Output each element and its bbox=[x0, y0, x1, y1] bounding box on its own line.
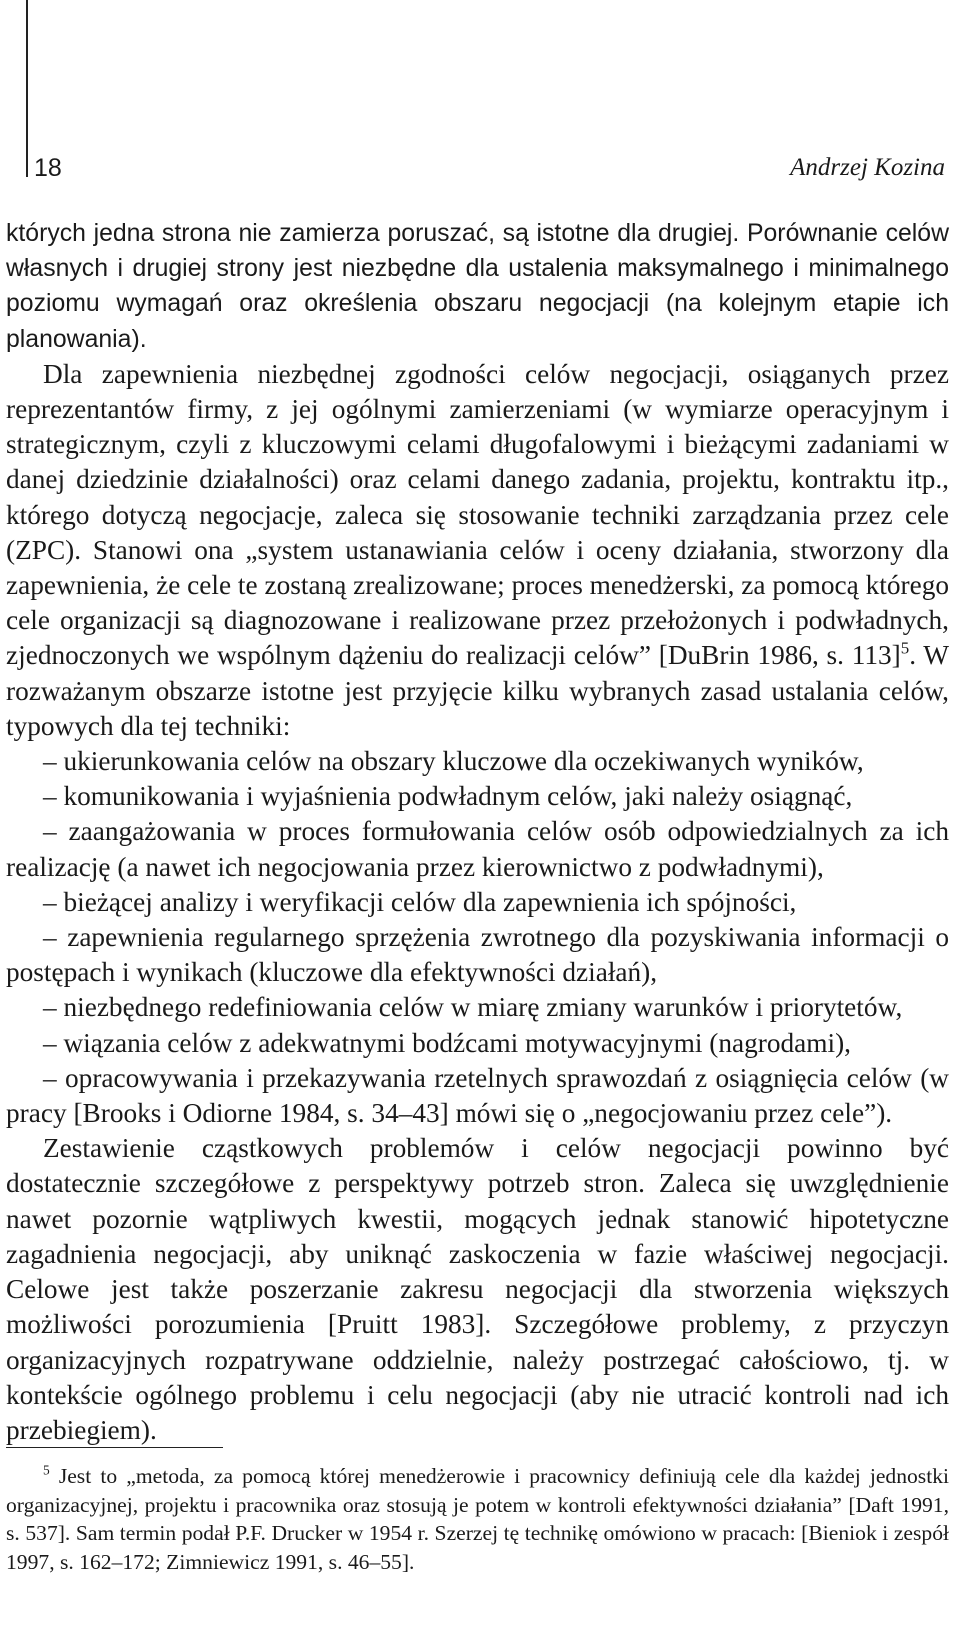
list-item: – wiązania celów z adekwatnymi bodźcami motywacyjnymi (nagrodami), bbox=[43, 1027, 852, 1058]
running-head-author: Andrzej Kozina bbox=[790, 154, 945, 181]
list-item: – ukierunkowania celów na obszary kluczowe dla oczekiwanych wyników, bbox=[43, 746, 864, 777]
footnote bbox=[6, 1462, 949, 1576]
paragraph-2-text-cont: . W rozważanym obszarze istotne jest przyjęcie kilku wybranych zasad ustalania celów, typowych dla tej techniki: bbox=[6, 640, 949, 741]
list-item: – niezbędnego redefiniowania celów w miarę zmiany warunków i priorytetów, bbox=[43, 992, 903, 1023]
paragraph-2-text: Dla zapewnienia niezbędnej zgodności celów negocjacji, osiąganych przez reprezentantów firmy, z jej ogólnymi zamierzeniami (w wymiarze operacyjnym i strategicznym, czyli z kluczowymi celami długofalowymi i bieżącymi zadaniami w danej dziedzinie działalności) oraz celami danego zadania, projektu, kontraktu itp., którego dotyczą negocjacje, zaleca się stosowanie techniki zarządzania przez cele (ZPC). Stanowi ona „system ustanawiania celów i oceny działania, stworzony dla zapewnienia, że cele te zostaną zrealizowane; proces menedżerski, za pomocą którego cele organizacji są diagnozowane i realizowane przez przełożonych i podwładnych, zjednoczonych we wspólnym dążeniu do realizacji celów” [DuBrin 1986, s. 113] bbox=[6, 358, 949, 671]
paragraph-2 bbox=[6, 357, 949, 744]
list-item: – komunikowania i wyjaśnienia podwładnym celów, jaki należy osiągnąć, bbox=[43, 781, 853, 812]
paragraph-1: których jedna strona nie zamierza poruszać, są istotne dla drugiej. Porównanie celów własnych i drugiej strony jest niezbędne dla ustalenia maksymalnego i minimalnego poziomu wymagań oraz określenia obszaru negocjacji (na kolejnym etapie ich planowania). bbox=[6, 220, 949, 353]
list-item: – zapewnienia regularnego sprzężenia zwrotnego dla pozyskiwania informacji o postępach i wynikach (kluczowe dla efektywności działań), bbox=[6, 922, 949, 988]
list-item: – opracowywania i przekazywania rzetelnych sprawozdań z osiągnięcia celów (w pracy [Brooks i Odiorne 1984, s. 34–43] mówi się o „negocjowaniu przez cele”). bbox=[6, 1062, 949, 1129]
page-number: 18 bbox=[34, 154, 62, 182]
footnote-rule bbox=[6, 1447, 223, 1448]
footnote-text: Jest to „metoda, za pomocą której menedżerowie i pracownicy definiują cele dla każdej jednostki organizacyjnej, projektu i pracownika oraz stosują je potem w kontroli efektywności działania” [Daft 1991, s. 537]. Sam termin podał P.F. Drucker w 1954 r. Szerzej tę technikę omówiono w pracach: [Bieniok i zespół 1997, s. 162–172; Zimniewicz 1991, s. 46–55]. bbox=[6, 1464, 949, 1574]
margin-rule bbox=[26, 0, 28, 177]
list-item: – zaangażowania w proces formułowania celów osób odpowiedzialnych za ich realizację (a nawet ich negocjowania przez kierownictwo z podwładnymi), bbox=[6, 816, 949, 882]
list-item: – bieżącej analizy i weryfikacji celów dla zapewnienia ich spójności, bbox=[43, 886, 797, 917]
footnote-reference: 5 bbox=[900, 638, 910, 658]
body-text bbox=[6, 216, 949, 1448]
paragraph-3: Zestawienie cząstkowych problemów i celów negocjacji powinno być dostatecznie szczegółowe z perspektywy potrzeb stron. Zaleca się uwzględnienie nawet pozornie wątpliwych kwestii, mogących jednak stanowić hipotetyczne zagadnienia negocjacji, aby uniknąć zaskoczenia w fazie właściwej negocjacji. Celowe jest także poszerzanie zakresu negocjacji dla stworzenia większych możliwości porozumienia [Pruitt 1983]. Szczegółowe problemy, z przyczyn organizacyjnych rozpatrywane oddzielnie, należy postrzegać całościowo, tj. w kontekście ogólnego problemu i celu negocjacji (aby nie utracić kontroli nad ich przebiegiem). bbox=[6, 1133, 949, 1445]
footnote-marker: 5 bbox=[43, 1462, 50, 1478]
